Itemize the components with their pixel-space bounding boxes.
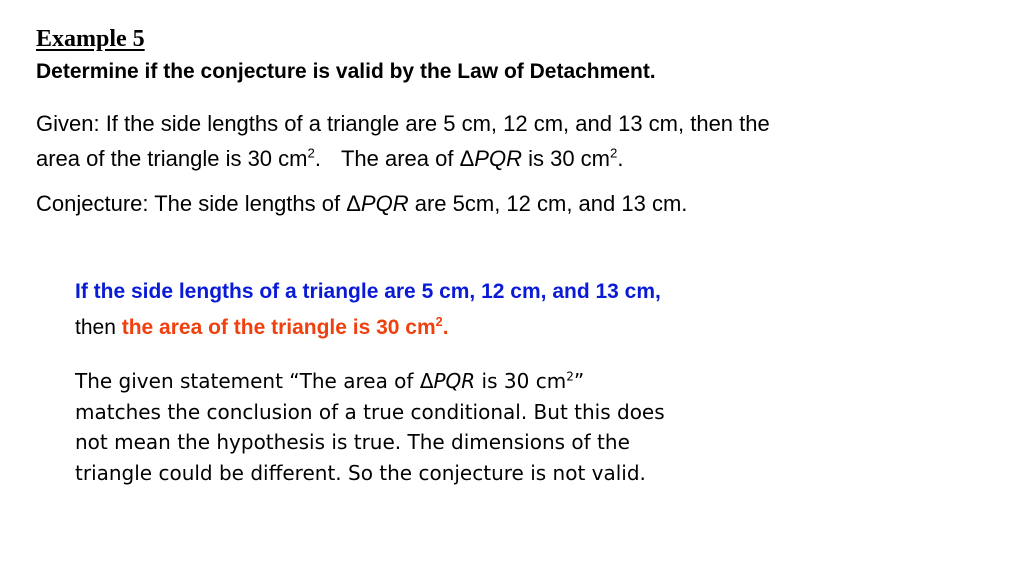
conjecture-triangle-name: PQR (360, 191, 409, 216)
then-word: then (75, 316, 122, 339)
explanation-paragraph (75, 366, 865, 488)
explanation-close-quote: ” (573, 369, 585, 393)
given-exponent: 2 (307, 145, 315, 161)
explanation-line-4: triangle could be different. So the conjecture is not valid. (75, 460, 646, 485)
explanation-text-1a: The given statement “The area of Δ (75, 369, 434, 393)
instruction-heading: Determine if the conjecture is valid by the Law of Detachment. (36, 60, 656, 83)
given-line-1: Given: If the side lengths of a triangle are 5 cm, 12 cm, and 13 cm, then the (36, 111, 770, 136)
conditional-statement (75, 274, 661, 346)
given-fact-text: The area of Δ (340, 146, 475, 171)
conjecture-prefix: Conjecture: The side lengths of Δ (36, 191, 361, 216)
given-fact-exponent: 2 (610, 145, 618, 161)
conclusion-text (122, 316, 449, 339)
hypothesis-text: If the side lengths of a triangle are 5 cm, 12 cm, and 13 cm, (75, 280, 661, 303)
given-fact-value: is 30 cm (521, 146, 610, 171)
explanation-exponent: 2 (566, 369, 574, 384)
given-line-2 (36, 141, 996, 176)
conclusion-main: the area of the triangle is 30 cm (121, 316, 436, 339)
conclusion-line (75, 310, 661, 346)
given-period: . (314, 146, 321, 171)
example-title: Example 5 (36, 26, 145, 52)
explanation-triangle-name: PQR (433, 369, 476, 393)
conjecture-statement (36, 188, 687, 220)
explanation-line-3: not mean the hypothesis is true. The dimensions of the (75, 430, 630, 454)
conclusion-exponent: 2 (435, 315, 443, 329)
given-statement (36, 106, 996, 176)
explanation-line-2: matches the conclusion of a true conditional. But this does (75, 399, 665, 424)
explanation-text-1b: is 30 cm (475, 369, 567, 393)
conjecture-suffix: are 5cm, 12 cm, and 13 cm. (408, 191, 688, 216)
given-area-text: area of the triangle is 30 cm (36, 146, 308, 171)
given-fact-period: . (617, 146, 624, 171)
explanation-line-1 (75, 366, 865, 397)
given-triangle-name: PQR (474, 146, 522, 171)
conclusion-period: . (442, 316, 449, 339)
